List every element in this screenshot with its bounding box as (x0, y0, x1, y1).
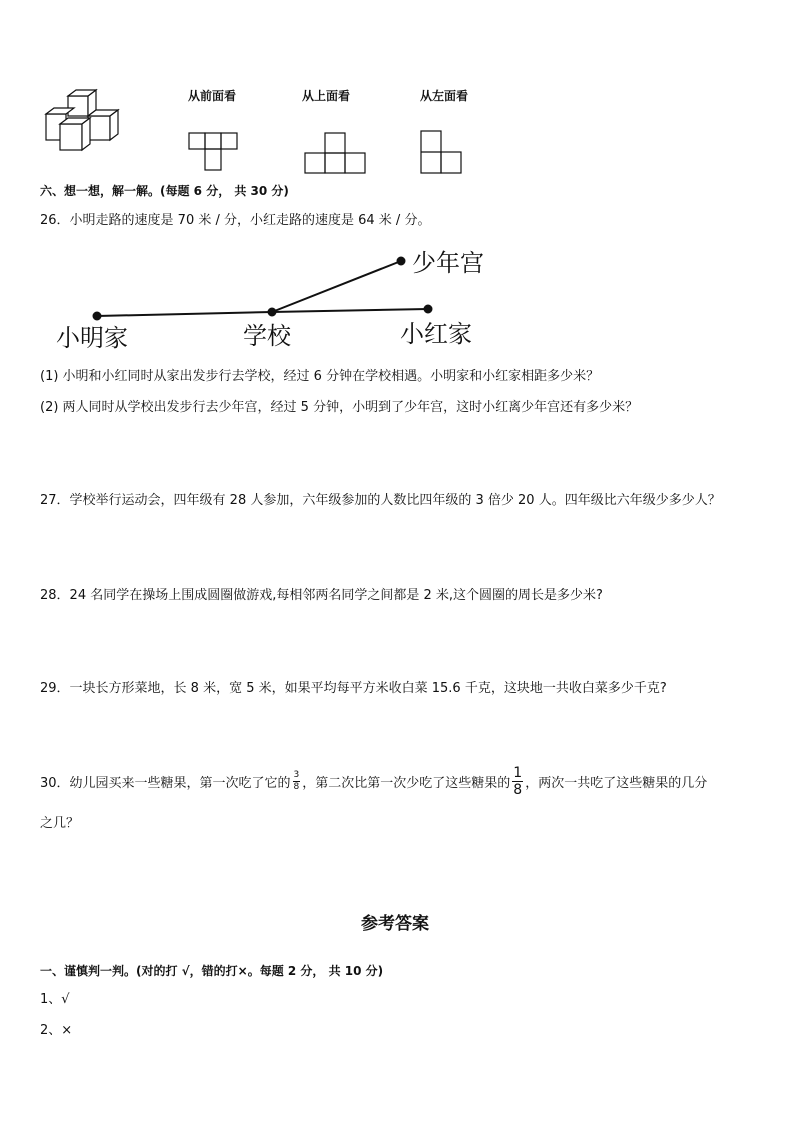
q27-text: 27．学校举行运动会，四年级有 28 人参加，六年级参加的人数比四年级的 3 倍少 20 人。四年级比六年级少多少人？ (40, 493, 721, 508)
left-view-label: 从左面看 (420, 89, 469, 103)
q30-fraction-1-8 (512, 766, 523, 797)
q30-part1: 30．幼儿园买来一些糖果，第一次吃了它的 (40, 776, 291, 791)
front-view-label: 从前面看 (188, 89, 237, 103)
section6-heading: 六、想一想，解一解。(每题 6 分， 共 30 分) (40, 184, 289, 198)
route-map (0, 0, 794, 360)
top-view-label: 从上面看 (302, 89, 351, 103)
road-school-palace (272, 261, 401, 312)
q26-text: 26．小明走路的速度是 70 米 / 分，小红走路的速度是 64 米 / 分。 (40, 213, 431, 228)
point-palace (398, 258, 405, 265)
point-school (269, 309, 276, 316)
answers-section1-heading: 一、谨慎判一判。(对的打 √，错的打×。每题 2 分， 共 10 分) (40, 964, 384, 978)
q30-line1 (40, 766, 707, 797)
q30-frac1-den: 8 (293, 782, 300, 792)
q30-fraction-3-8 (293, 771, 301, 792)
q30-frac2-den: 8 (513, 782, 523, 798)
q28-text: 28．24 名同学在操场上围成圆圈做游戏,每相邻两名同学之间都是 2 米,这个圆圈的周长是多少米? (40, 588, 603, 603)
map-label-palace: 少年宫 (412, 249, 484, 277)
map-label-ming-home: 小明家 (56, 324, 128, 352)
q26-sub2: (2) 两人同时从学校出发步行去少年宫，经过 5 分钟，小明到了少年宫，这时小红离少年宫还有多少米？ (40, 400, 639, 415)
q30-frac1-num: 3 (293, 770, 300, 780)
map-label-school: 学校 (243, 322, 291, 350)
q30-frac2-num: 1 (513, 765, 523, 781)
q30-line2: 之几？ (40, 816, 80, 831)
q26-sub1: (1) 小明和小红同时从家出发步行去学校，经过 6 分钟在学校相遇。小明家和小红家相距多少米？ (40, 369, 600, 384)
q30-part2: ，第二次比第一次少吃了这些糖果的 (302, 776, 511, 791)
answers-title: 参考答案 (361, 914, 429, 934)
q30-part3: ，两次一共吃了这些糖果的几分 (525, 776, 708, 791)
q29-text: 29．一块长方形菜地，长 8 米，宽 5 米，如果平均每平方米收白菜 15.6 千克，这块地一共收白菜多少千克? (40, 681, 667, 696)
point-hong (425, 306, 432, 313)
map-label-hong-home: 小红家 (400, 320, 472, 348)
road-school-hong (272, 309, 428, 312)
answer-item-2: 2、× (40, 1023, 73, 1038)
answer-item-1: 1、√ (40, 992, 70, 1007)
